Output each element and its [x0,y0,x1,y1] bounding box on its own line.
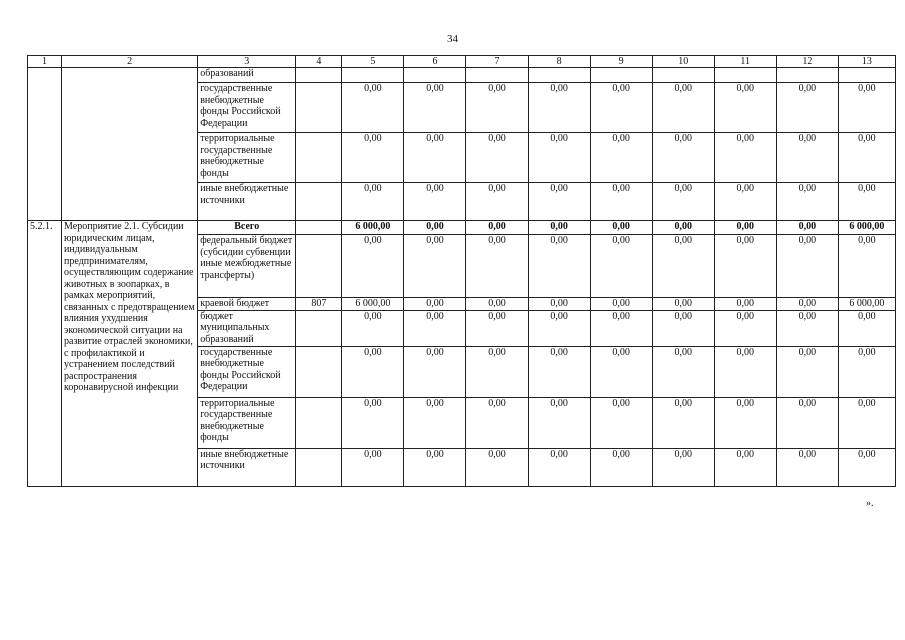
value-cell: 0,00 [838,235,895,298]
value-cell: 0,00 [342,235,404,298]
value-cell: 0,00 [714,346,776,397]
code-cell [296,68,342,83]
closing-quote-mark: ». [866,498,874,509]
value-cell: 6 000,00 [838,298,895,311]
code-cell [296,397,342,448]
code-cell [296,448,342,486]
value-cell: 0,00 [714,221,776,235]
value-cell: 0,00 [466,298,528,311]
value-cell: 0,00 [590,346,652,397]
value-cell: 0,00 [466,83,528,133]
code-cell: 807 [296,298,342,311]
value-cell: 0,00 [838,346,895,397]
funding-source: государственные внебюджетные фонды Российской Федерации [198,83,296,133]
value-cell: 0,00 [714,448,776,486]
value-cell: 0,00 [714,298,776,311]
budget-table [27,55,896,487]
value-cell [838,68,895,83]
funding-source: территориальные государственные внебюджетные фонды [198,397,296,448]
value-cell [466,68,528,83]
value-cell: 0,00 [528,83,590,133]
value-cell: 0,00 [590,133,652,183]
value-cell: 0,00 [776,310,838,346]
value-cell: 0,00 [342,346,404,397]
value-cell: 0,00 [714,310,776,346]
code-cell [296,310,342,346]
value-cell: 0,00 [838,397,895,448]
value-cell: 0,00 [590,235,652,298]
value-cell [404,68,466,83]
column-header: 7 [466,56,528,68]
value-cell: 0,00 [404,133,466,183]
value-cell: 0,00 [528,298,590,311]
value-cell: 0,00 [404,83,466,133]
event-cell-empty [62,68,198,221]
value-cell: 0,00 [590,83,652,133]
value-cell: 0,00 [838,310,895,346]
value-cell [776,68,838,83]
column-header: 6 [404,56,466,68]
event-description: Мероприятие 2.1. Субсидии юридическим лицам, индивидуальным предпринимателям, осуществляющим содержание животных в зоопарках, в рамках мероприятий, связанных с предотвращением влияния ухудшения экономической ситуации на развитие отраслей экономики, с профилактикой и устранением последствий распространения коронавирусной инфекции [62,221,198,487]
code-cell [296,235,342,298]
value-cell: 0,00 [838,183,895,221]
code-cell [296,346,342,397]
value-cell: 0,00 [466,448,528,486]
value-cell: 0,00 [528,346,590,397]
value-cell: 0,00 [466,397,528,448]
value-cell: 0,00 [466,221,528,235]
column-header: 9 [590,56,652,68]
funding-source-total: Всего [198,221,296,235]
value-cell: 0,00 [652,235,714,298]
column-header: 4 [296,56,342,68]
column-header: 5 [342,56,404,68]
funding-source: федеральный бюджет (субсидии субвенции иные межбюджетные трансферты) [198,235,296,298]
value-cell [528,68,590,83]
funding-source: государственные внебюджетные фонды Российской Федерации [198,346,296,397]
value-cell: 0,00 [652,298,714,311]
value-cell: 0,00 [528,448,590,486]
value-cell: 0,00 [466,310,528,346]
value-cell: 0,00 [714,133,776,183]
value-cell: 0,00 [528,235,590,298]
value-cell: 0,00 [714,183,776,221]
value-cell: 0,00 [652,448,714,486]
value-cell: 0,00 [776,448,838,486]
value-cell: 0,00 [776,221,838,235]
section-cell-empty [28,68,62,221]
table-row [28,221,896,235]
value-cell: 0,00 [776,397,838,448]
value-cell: 0,00 [466,133,528,183]
column-header: 10 [652,56,714,68]
value-cell: 0,00 [838,448,895,486]
value-cell: 0,00 [652,83,714,133]
value-cell: 0,00 [590,221,652,235]
funding-source: бюджет муниципальных образований [198,310,296,346]
value-cell [714,68,776,83]
code-cell [296,183,342,221]
value-cell: 0,00 [404,397,466,448]
value-cell: 0,00 [776,133,838,183]
value-cell: 0,00 [404,298,466,311]
value-cell: 0,00 [528,183,590,221]
column-header: 2 [62,56,198,68]
funding-source: краевой бюджет [198,298,296,311]
value-cell: 0,00 [652,346,714,397]
value-cell: 0,00 [776,83,838,133]
code-cell [296,133,342,183]
value-cell: 0,00 [838,83,895,133]
funding-source: иные внебюджетные источники [198,183,296,221]
value-cell: 0,00 [652,221,714,235]
value-cell: 0,00 [404,235,466,298]
column-header: 3 [198,56,296,68]
value-cell: 0,00 [776,235,838,298]
value-cell [342,68,404,83]
value-cell: 0,00 [590,310,652,346]
value-cell: 0,00 [342,133,404,183]
value-cell: 0,00 [838,133,895,183]
value-cell: 0,00 [714,235,776,298]
value-cell: 0,00 [466,183,528,221]
code-cell [296,221,342,235]
column-header: 1 [28,56,62,68]
page-number: 34 [447,33,458,45]
value-cell: 0,00 [528,310,590,346]
value-cell: 0,00 [404,448,466,486]
value-cell: 0,00 [590,183,652,221]
value-cell: 0,00 [466,346,528,397]
value-cell: 0,00 [776,298,838,311]
funding-source: образований [198,68,296,83]
value-cell: 0,00 [652,183,714,221]
section-number: 5.2.1. [28,221,62,487]
funding-source: территориальные государственные внебюджетные фонды [198,133,296,183]
value-cell: 0,00 [776,183,838,221]
value-cell: 0,00 [466,235,528,298]
value-cell: 0,00 [342,83,404,133]
value-cell: 0,00 [590,448,652,486]
table-row [28,68,896,83]
column-header: 8 [528,56,590,68]
value-cell: 6 000,00 [342,221,404,235]
value-cell: 6 000,00 [838,221,895,235]
value-cell: 0,00 [590,298,652,311]
value-cell: 0,00 [404,346,466,397]
value-cell: 0,00 [652,133,714,183]
value-cell: 0,00 [590,397,652,448]
column-header: 13 [838,56,895,68]
value-cell: 0,00 [404,183,466,221]
value-cell: 0,00 [404,310,466,346]
value-cell: 0,00 [652,397,714,448]
value-cell: 0,00 [342,448,404,486]
value-cell [652,68,714,83]
value-cell [590,68,652,83]
value-cell: 0,00 [528,397,590,448]
value-cell: 0,00 [776,346,838,397]
header-row [28,56,896,68]
value-cell: 0,00 [714,83,776,133]
value-cell: 0,00 [528,221,590,235]
code-cell [296,83,342,133]
value-cell: 0,00 [342,183,404,221]
value-cell: 6 000,00 [342,298,404,311]
column-header: 12 [776,56,838,68]
value-cell: 0,00 [714,397,776,448]
value-cell: 0,00 [528,133,590,183]
value-cell: 0,00 [342,397,404,448]
value-cell: 0,00 [404,221,466,235]
column-header: 11 [714,56,776,68]
value-cell: 0,00 [652,310,714,346]
value-cell: 0,00 [342,310,404,346]
funding-source: иные внебюджетные источники [198,448,296,486]
